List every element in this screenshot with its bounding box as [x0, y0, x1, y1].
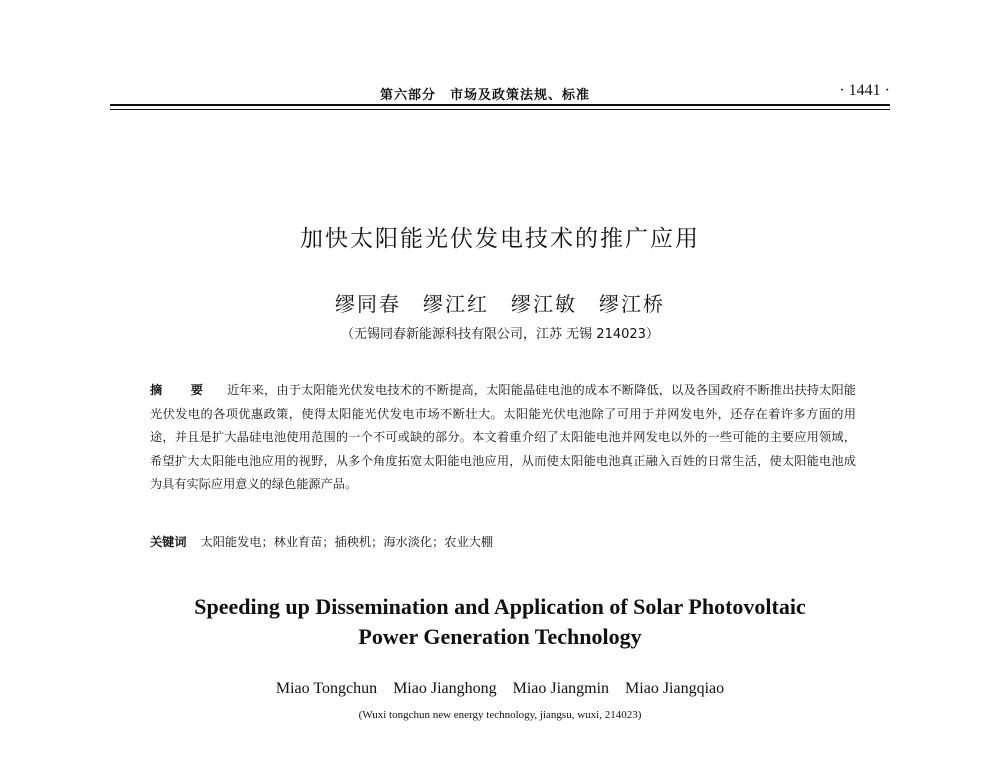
- title-english-line-1: Speeding up Dissemination and Application of Solar Photovoltaic: [194, 594, 806, 619]
- title-english: [0, 592, 1000, 652]
- header-rule-thick: [110, 104, 890, 106]
- page-number: · 1441 ·: [839, 82, 890, 99]
- affiliation-english: (Wuxi tongchun new energy technology, jiangsu, wuxi, 214023): [358, 709, 642, 721]
- keywords-text: 太阳能发电；林业育苗；插秧机；海水淡化；农业大棚: [200, 535, 494, 549]
- keywords-chinese: [150, 533, 856, 550]
- abstract-label: 摘 要: [150, 383, 216, 397]
- title-english-line-2: Power Generation Technology: [358, 624, 642, 649]
- affiliation-chinese: （无锡同春新能源科技有限公司，江苏 无锡 214023）: [341, 327, 659, 342]
- title-chinese: 加快太阳能光伏发电技术的推广应用: [300, 226, 700, 252]
- section-title: 第六部分 市场及政策法规、标准: [380, 88, 591, 103]
- abstract-chinese: [150, 379, 856, 497]
- abstract-text: 近年来，由于太阳能光伏发电技术的不断提高，太阳能晶硅电池的成本不断降低，以及各国政府不断推出扶持太阳能光伏发电的各项优惠政策，使得太阳能光伏发电市场不断壮大。太阳能光伏电池除了可用于并网发电外，还存在着许多方面的用途，并且是扩大晶硅电池使用范围的一个不可或缺的部分。本文着重介绍了太阳能电池并网发电以外的一些可能的主要应用领域，希望扩大太阳能电池应用的视野，从多个角度拓宽太阳能电池应用，从而使太阳能电池真正融入百姓的日常生活，使太阳能电池成为具有实际应用意义的绿色能源产品。: [150, 383, 856, 491]
- running-header: [110, 80, 890, 102]
- authors-chinese: 缪同春 缪江红 缪江敏 缪江桥: [335, 292, 665, 316]
- authors-english: Miao Tongchun Miao Jianghong Miao Jiangmin Miao Jiangqiao: [275, 680, 725, 697]
- header-rule-thin: [110, 109, 890, 110]
- keywords-label: 关键词: [150, 535, 187, 549]
